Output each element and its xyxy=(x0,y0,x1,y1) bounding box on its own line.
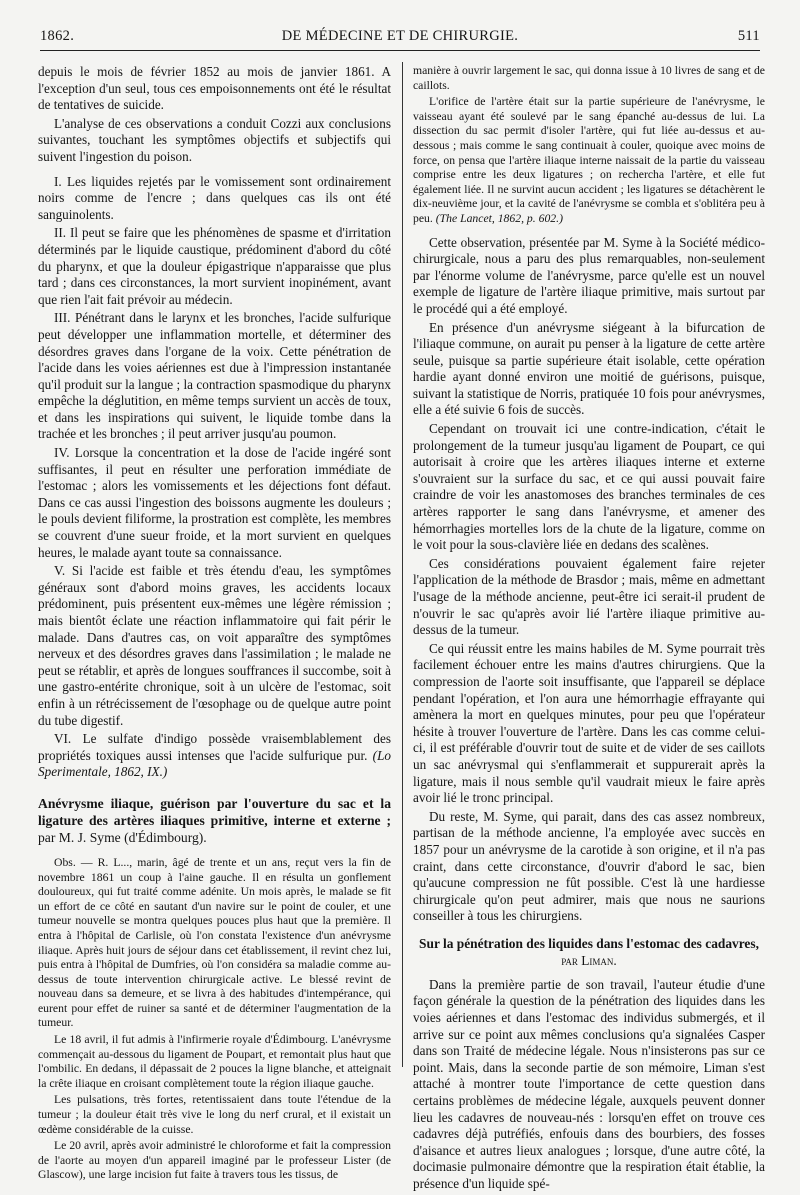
observation-paragraph: Obs. — R. L..., marin, âgé de trente et un ans, reçut vers la fin de novembre 1861 un coup à l'aine gauche. Il en résulta un gonflement douloureux, qui fut traité comme adénite. Un mois après, le malade se fit un effort de ce côté en sautant d'un navire sur le point de couler, et une tumeur nouvelle se montra quelques pouces plus haut que la première. Il entra à l'hôpital de Carlisle, où l'on constata l'existence d'un anévrysme iliaque. Après huit jours de séjour dans cet établissement, il revint chez lui, puis entra à l'hôpital de Dumfries, où l'on considéra sa maladie comme au-dessus de toute intervention chirurgicale active. Le blessé revint de nouveau dans sa demeure, et se livra à des habitudes d'intempérance, qui eurent pour effet de ruiner sa santé et de déterminer l'augmentation de la tumeur. xyxy=(38,855,391,1030)
running-header xyxy=(40,28,760,48)
column-divider xyxy=(402,62,403,1067)
observation-paragraph: Le 18 avril, il fut admis à l'infirmerie royale d'Édimbourg. L'anévrysme commençait au-dessous du ligament de Poupart, et remontait plus haut que l'ombilic. En dedans, il dépassait de 2 pouces la ligne blanche, et atteignait la crête iliaque en croisant complètement toute la région iliaque gauche. xyxy=(38,1033,391,1090)
citation: (The Lancet, 1862, p. 602.) xyxy=(435,211,563,225)
right-column xyxy=(413,64,765,1195)
left-column xyxy=(38,64,391,1185)
page-number: 511 xyxy=(737,28,760,44)
paragraph: L'analyse de ces observations a conduit Cozzi aux conclusions suivantes, touchant les symptômes objectifs et subjectifs qui suivent l'ingestion du poison. xyxy=(38,115,391,164)
conclusion-1: I. Les liquides rejetés par le vomissement sont ordinairement noirs comme de l'encre ; dans quelques cas ils ont été sanguinolents. xyxy=(38,173,391,222)
conclusion-6: VI. Le sulfate d'indigo possède vraisemblablement des propriétés toxiques aussi intenses que l'acide sulfurique pur. (Lo Sperimentale, 1862, IX.) xyxy=(38,731,391,780)
paragraph: Du reste, M. Syme, qui parait, dans des cas assez nombreux, partisan de la méthode ancienne, l'a employée avec succès en 1857 pour un anévrysme de la carotide à son origine, et il n'a pas craint, dans cette circonstance, d'ouvrir d'abord le sac, bien qu'aucune compression ne fût possible. C'est là une hardiesse chirurgicale qu'on peut admirer, mais que nous ne saurions conseiller à tous les chirurgiens. xyxy=(413,808,765,924)
article-author: par Liman. xyxy=(561,952,617,968)
paragraph: Cette observation, présentée par M. Syme à la Société médico-chirurgicale, nous a paru des plus remarquables, non-seulement par l'énorme volume de l'anévrysme, parce qu'elle est un nouvel exemple de ligature de l'artère iliaque primitive, mais surtout par le procédé qui a été employé. xyxy=(413,234,765,316)
paragraph: depuis le mois de février 1852 au mois de janvier 1861. A l'exception d'un seul, tous ces empoisonnements ont été le résultat de tentatives de suicide. xyxy=(38,64,391,113)
conclusion-4: IV. Lorsque la concentration et la dose de l'acide ingéré sont suffisantes, il peut en résulter une perforation immédiate de l'estomac ; alors les vomissements et les déjections font défaut. Dans ce cas aussi l'ingestion des boissons augmente les douleurs ; le pouls devient filiforme, la prostration est complète, les membres se couvrent d'une sueur froide, et la mort survient en quelques heures, le malade ayant toute sa connaissance. xyxy=(38,445,391,560)
conclusion-2: II. Il peut se faire que les phénomènes de spasme et d'irritation déterminés par le liquide caustique, prédominent d'abord du côté du pharynx, et que la douleur épigastrique n'apparaisse que plus tard ; dans ces circonstances, la mort survient inopinément, avant que rien l'ait fait prévoir au médecin. xyxy=(38,225,391,307)
article-title: Sur la pénétration des liquides dans l'estomac des cadavres, par Liman. xyxy=(419,935,759,968)
paragraph: Ce qui réussit entre les mains habiles de M. Syme pourrait très facilement échouer entre les mains d'autres chirurgiens. Que la compression de l'aorte soit insuffisante, que l'appareil se déplace pendant l'opération, et l'on aura une hémorrhagie effrayante qui amènera la mort en quelques minutes, pour peu que l'opérateur hésite à trouver l'ouverture de l'artère. Dans les cas comme celui-ci, il est préférable d'ouvrir tout de suite et de vider de ses caillots un sac anévrysmal qui s'enflammerait et suppurerait après la ligature, mais il nous semble qu'il vaudrait mieux le faire après avoir lié le tronc principal. xyxy=(413,640,765,806)
observation-paragraph: manière à ouvrir largement le sac, qui donna issue à 10 livres de sang et de caillots. xyxy=(413,64,765,92)
article-title: Anévrysme iliaque, guérison par l'ouverture du sac et la ligature des artères iliaques primitive, interne et externe ; par M. J. Syme (d'Édimbourg). xyxy=(38,795,391,845)
header-year: 1862. xyxy=(40,28,75,44)
observation-paragraph: L'orifice de l'artère était sur la partie supérieure de l'anévrysme, le vaisseau ayant été soulevé par le sang épanché au-dessus de lui. La dissection du sac permit d'isoler l'artère, qui fut liée au-dessus et au-dessous ; mais comme le sang continuait à couler, quoique avec moins de force, on pensa que l'artère iliaque interne naissait de la partie du vaisseau comprise entre les deux ligatures ; on rechercha l'artère, et elle fut également liée. Il ne survint aucun accident ; les ligatures se détachèrent le dix-neuvième jour, et la cavité de l'anévrysme se combla et s'oblitéra peu à peu. (The Lancet, 1862, p. 602.) xyxy=(413,95,765,225)
header-journal-title: DE MÉDECINE ET DE CHIRURGIE. xyxy=(281,28,519,44)
observation-paragraph: Le 20 avril, après avoir administré le chloroforme et fait la compression de l'aorte au moyen d'un appareil imaginé par le professeur Lister (de Glascow), une large incision fut faite à travers tous les tissus, de xyxy=(38,1139,391,1182)
citation: (Lo Sperimentale, 1862, IX.) xyxy=(38,747,391,780)
paragraph: Cependant on trouvait ici une contre-indication, c'était le prolongement de la tumeur jusqu'au ligament de Poupart, ce qui autorisait à croire que les artères iliaques interne et externe s'ouvraient sur la surface du sac, et ce qui aussi pouvait faire craindre de voir les anastomoses des branches terminales de ces artères rapporter le sang dans l'anévrysme, et amener des hémorrhagies mortelles lors de la chute de la ligature, comme on le voit pour la sous-clavière liée en dedans des scalènes. xyxy=(413,421,765,553)
paragraph: Ces considérations pouvaient également faire rejeter l'application de la méthode de Brasdor ; mais, même en admettant l'usage de la méthode ancienne, peut-être ici serait-il prudent de n'ouvrir le sac qu'après avoir lié l'artère iliaque primitive au-dessus de la tumeur. xyxy=(413,555,765,638)
article-author: par M. J. Syme (d'Édimbourg). xyxy=(38,829,207,845)
observation-paragraph: Les pulsations, très fortes, retentissaient dans toute l'étendue de la tumeur ; la douleur était très vive le long du nerf crural, et il existait un œdème considérable de la cuisse. xyxy=(38,1093,391,1136)
paragraph: Dans la première partie de son travail, l'auteur étudie d'une façon générale la question de la pénétration des liquides dans les voies aériennes et dans l'estomac des individus submergés, et il arrive sur ce point aux mêmes conclusions qu'a signalées Casper dans son Traité de médecine légale. Nous n'insisterons pas sur ce point. Mais, dans la seconde partie de son mémoire, Liman s'est attaché à montrer toute l'importance de cette question dans certains problèmes de médecine légale, auxquels peuvent donner lieu les cadavres de nouveau-nés : lorsqu'en effet on trouve ces cadavres déjà putréfiés, enfouis dans des bourbiers, des fosses d'aisance et autres lieux analogues ; lorsque, d'une autre côté, la docimasie pulmonaire démontre que la respiration était établie, la présence d'un liquide spé- xyxy=(413,976,765,1191)
conclusion-3: III. Pénétrant dans le larynx et les bronches, l'acide sulfurique peut développer une inflammation mortelle, et déterminer des désordres graves dans l'organe de la voix. Cette pénétration de l'acide dans les voies aériennes est due à l'impression instantanée qu'il produit sur la langue ; la contraction spasmodique du pharynx empêche la déglutition, en même temps survient un accès de toux, et dans les inspirations qui suivent, le liquide tombe dans la trachée et les bronches ; il peut arriver jusqu'au poumon. xyxy=(38,310,391,442)
paragraph: En présence d'un anévrysme siégeant à la bifurcation de l'iliaque commune, on aurait pu penser à la ligature de cette artère seule, puisque sa partie supérieure était isolable, cette opération hardie ayant donné environ une moitié de guérisons, puisque, suivant la statistique de Norris, pratiquée 10 fois pour anévrysmes, elle a été suivie 6 fois de succès. xyxy=(413,319,765,418)
header-rule xyxy=(40,50,760,51)
conclusion-5: V. Si l'acide est faible et très étendu d'eau, les symptômes généraux sont d'abord moins graves, les accidents locaux prédominent, puis présentent eux-mêmes une légère rémission ; mais bientôt éclate une réaction inflammatoire qui fait périr le malade. Dans d'autres cas, on voit apparaître des symptômes nerveux et des désordres graves dans l'assimilation ; le malade ne peut se rétablir, et après de longues souffrances il succombe, soit à une gastro-entérite chronique, soit à un ulcère de l'estomac, soit enfin à un rétrécissement de l'œsophage ou de quelque autre point du tube digestif. xyxy=(38,563,391,728)
